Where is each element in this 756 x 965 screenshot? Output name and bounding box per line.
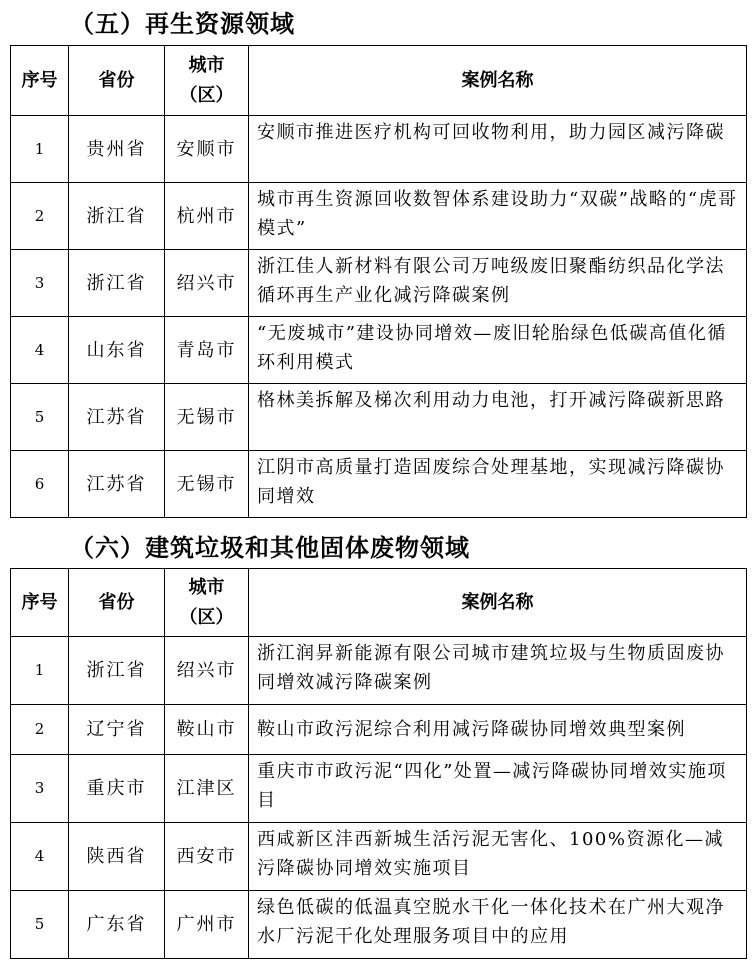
row-index: 4 — [11, 317, 69, 384]
table-row — [11, 317, 747, 384]
table-row — [11, 891, 747, 959]
row-province: 陕西省 — [69, 823, 165, 891]
row-city: 青岛市 — [165, 317, 249, 384]
row-case: 重庆市市政污泥“四化”处置—减污降碳协同增效实施项目 — [249, 755, 747, 823]
header-city — [165, 46, 249, 116]
row-city: 安顺市 — [165, 116, 249, 183]
table-row — [11, 705, 747, 755]
row-case: 浙江润昇新能源有限公司城市建筑垃圾与生物质固废协同增效减污降碳案例 — [249, 637, 747, 705]
row-province: 浙江省 — [69, 183, 165, 250]
table-header-row — [11, 46, 747, 116]
case-table-5 — [10, 45, 747, 518]
header-province: 省份 — [69, 46, 165, 116]
table-row — [11, 637, 747, 705]
row-province: 广东省 — [69, 891, 165, 959]
row-index: 5 — [11, 384, 69, 451]
header-index: 序号 — [11, 46, 69, 116]
row-city: 绍兴市 — [165, 637, 249, 705]
row-case: 浙江佳人新材料有限公司万吨级废旧聚酯纺织品化学法循环再生产业化减污降碳案例 — [249, 250, 747, 317]
row-province: 辽宁省 — [69, 705, 165, 755]
header-city-line2: （区） — [179, 84, 234, 106]
row-case: 安顺市推进医疗机构可回收物利用，助力园区减污降碳 — [249, 116, 747, 183]
row-province: 贵州省 — [69, 116, 165, 183]
table-row — [11, 250, 747, 317]
row-province: 江苏省 — [69, 384, 165, 451]
row-index: 6 — [11, 451, 69, 518]
row-city: 江津区 — [165, 755, 249, 823]
table-row — [11, 451, 747, 518]
section-title-6: （六）建筑垃圾和其他固体废物领域 — [70, 534, 470, 562]
row-case: 绿色低碳的低温真空脱水干化一体化技术在广州大观净水厂污泥干化处理服务项目中的应用 — [249, 891, 747, 959]
row-city: 鞍山市 — [165, 705, 249, 755]
row-city: 西安市 — [165, 823, 249, 891]
row-case: 西咸新区沣西新城生活污泥无害化、100%资源化—减污降碳协同增效实施项目 — [249, 823, 747, 891]
row-case: 城市再生资源回收数智体系建设助力“双碳”战略的“虎哥模式” — [249, 183, 747, 250]
header-case: 案例名称 — [249, 569, 747, 637]
table-row — [11, 183, 747, 250]
header-city-line2: （区） — [179, 606, 234, 628]
row-index: 1 — [11, 637, 69, 705]
header-city-line1: 城市 — [188, 576, 225, 598]
row-city: 绍兴市 — [165, 250, 249, 317]
section-title-5: （五）再生资源领域 — [70, 10, 295, 38]
row-province: 浙江省 — [69, 637, 165, 705]
table-row — [11, 384, 747, 451]
table-row — [11, 116, 747, 183]
row-province: 山东省 — [69, 317, 165, 384]
row-index: 1 — [11, 116, 69, 183]
header-city — [165, 569, 249, 637]
table-header-row — [11, 569, 747, 637]
row-case: 江阴市高质量打造固废综合处理基地，实现减污降碳协同增效 — [249, 451, 747, 518]
row-index: 5 — [11, 891, 69, 959]
header-city-line1: 城市 — [188, 54, 225, 76]
row-index: 3 — [11, 755, 69, 823]
row-city: 无锡市 — [165, 384, 249, 451]
row-case: 格林美拆解及梯次利用动力电池，打开减污降碳新思路 — [249, 384, 747, 451]
row-case: 鞍山市政污泥综合利用减污降碳协同增效典型案例 — [249, 705, 747, 755]
row-city: 杭州市 — [165, 183, 249, 250]
row-city: 广州市 — [165, 891, 249, 959]
row-province: 浙江省 — [69, 250, 165, 317]
row-index: 3 — [11, 250, 69, 317]
row-city: 无锡市 — [165, 451, 249, 518]
row-province: 江苏省 — [69, 451, 165, 518]
case-table-6 — [10, 568, 747, 959]
header-case: 案例名称 — [249, 46, 747, 116]
header-province: 省份 — [69, 569, 165, 637]
row-index: 2 — [11, 705, 69, 755]
row-province: 重庆市 — [69, 755, 165, 823]
table-row — [11, 755, 747, 823]
row-index: 2 — [11, 183, 69, 250]
row-case: “无废城市”建设协同增效—废旧轮胎绿色低碳高值化循环利用模式 — [249, 317, 747, 384]
table-row — [11, 823, 747, 891]
header-index: 序号 — [11, 569, 69, 637]
row-index: 4 — [11, 823, 69, 891]
